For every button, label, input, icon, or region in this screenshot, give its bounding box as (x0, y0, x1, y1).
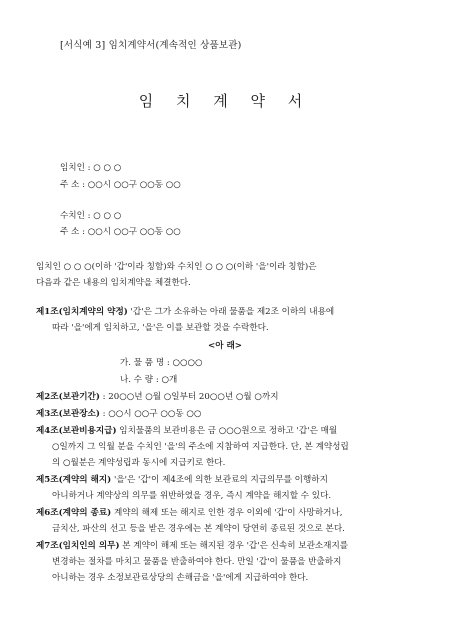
item-name: 가. 물 품 명 : ○○○○ (120, 358, 203, 368)
article-7-line-2: 변경하는 절차를 마치고 물품을 반출하여야 한다. 만일 '갑'이 물품을 반출하지 (52, 557, 342, 567)
article-5-heading: 제5조(계약의 해지) (36, 475, 112, 485)
article-7-heading: 제7조(임치인의 의무) (36, 541, 120, 551)
article-2 (36, 392, 279, 403)
form-label: [서식예 3] 임치계약서(계속적인 상품보관) (60, 40, 242, 51)
article-4-line-1 (36, 426, 337, 437)
article-5-line-1 (36, 475, 328, 486)
article-3-text: : ○○시 ○○구 ○○동 ○○ (99, 409, 202, 419)
article-4-line-3: 의 ○월분은 계약성립과 동시에 지급키로 한다. (52, 458, 226, 468)
article-3 (36, 409, 201, 420)
intro-line-1: 임치인 ○ ○ ○(이하 '갑'이라 칭함)와 수치인 ○ ○ ○(이하 '을'이라 칭함)은 (36, 262, 317, 272)
article-4-text: 임치물품의 보관비용은 금 ○○○원으로 정하고 '갑'은 매월 (116, 426, 338, 436)
article-1-line-1 (36, 307, 334, 318)
article-2-heading: 제2조(보관기간) (36, 392, 100, 402)
article-4-heading: 제4조(보관비용지급) (36, 426, 117, 436)
article-4-line-2: ○일까지 그 익월 분을 수치인 '을'의 주소에 지참하여 지급한다. 단, 본 계약성립 (52, 442, 349, 452)
article-2-text: : 20○○년 ○월 ○일부터 20○○년 ○월 ○까지 (99, 392, 279, 402)
article-1-heading: 제1조(임치계약의 약정) (36, 307, 128, 317)
article-5-text: '을'은 '갑'이 제4조에 의한 보관료의 지급의무를 이행하지 (111, 475, 328, 485)
depositor-name: 임치인 : ○ ○ ○ (60, 163, 122, 173)
item-quantity: 나. 수 량 : ○개 (120, 375, 178, 385)
article-6-heading: 제6조(계약의 종료) (36, 508, 112, 518)
intro-line-2: 다음과 같은 내용의 임치계약을 체결한다. (36, 278, 191, 288)
article-1-text: '갑'은 그가 소유하는 아래 물품을 제2조 이하의 내용에 (127, 307, 335, 317)
article-6-text: 계약의 해제 또는 해지로 인한 경우 이외에 '갑'이 사망하거나, (111, 508, 343, 518)
article-7-line-3: 아니하는 경우 소정보관료상당의 손해금을 '을'에게 지급하여야 한다. (52, 573, 309, 583)
article-5-line-2: 아니하거나 계약상의 의무를 위반하였을 경우, 즉시 계약을 해지할 수 있다. (52, 491, 332, 501)
items-heading: <아 래> (208, 341, 242, 351)
article-6-line-1 (36, 508, 343, 519)
article-6-line-2: 금치산, 파산의 선고 등을 받은 경우에는 본 계약이 당연히 종료된 것으로 본다. (52, 524, 345, 534)
article-3-heading: 제3조(보관장소) (36, 409, 100, 419)
depositor-address: 주 소 : ○○시 ○○구 ○○동 ○○ (60, 180, 181, 190)
article-7-line-1 (36, 541, 348, 552)
article-1-line-2: 따라 '을'에게 임치하고, '을'은 이를 보관할 것을 수락한다. (52, 323, 269, 333)
article-7-text: 본 계약이 해제 또는 해지된 경우 '갑'은 신속히 보관소재지를 (119, 541, 349, 551)
custodian-address: 주 소 : ○○시 ○○구 ○○동 ○○ (60, 227, 181, 237)
document-title: 임 치 계 약 서 (138, 92, 312, 110)
custodian-name: 수치인 : ○ ○ ○ (60, 211, 122, 221)
